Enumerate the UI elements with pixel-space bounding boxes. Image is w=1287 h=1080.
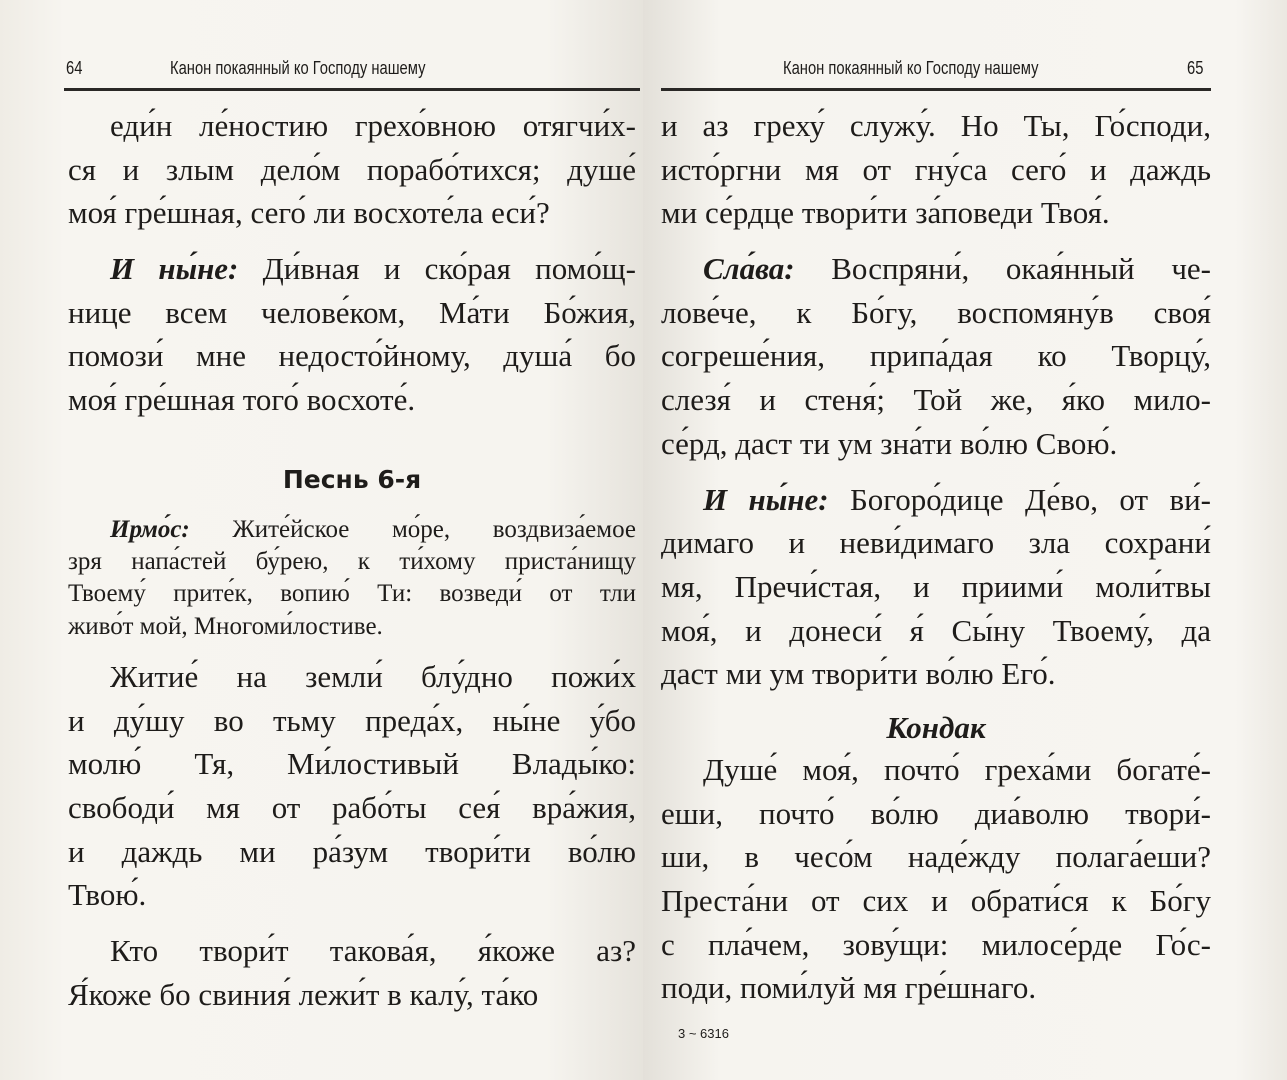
text-line: [661, 792, 1211, 836]
running-title: Канон покаянный ко Господу нашему: [783, 58, 1039, 78]
text-line: [661, 148, 1211, 192]
text-line: [68, 873, 636, 917]
text-line: [68, 148, 636, 192]
section-heading: Кондак: [886, 709, 986, 745]
text-line: [68, 611, 636, 643]
text-line: [661, 835, 1211, 879]
text-line: [661, 291, 1211, 335]
line-text: моя́, и донеси́ я́ Сы́ну Твоему́, да: [661, 612, 1211, 648]
line-text: свободи́ мя от рабо́ты сея́ вра́жия,: [68, 790, 636, 826]
line-text: димаго и неви́димаго зла сохрани́: [661, 525, 1211, 561]
line-text: еди́н ле́ностию грехо́вною отягчи́х-: [110, 108, 636, 143]
text-line: [661, 879, 1211, 923]
text-line: [661, 247, 1211, 291]
line-text: Преста́ни от сих и обрати́ся к Бо́гу: [661, 883, 1211, 918]
line-text: мя, Пречи́стая, и приими́ моли́твы: [661, 568, 1211, 604]
text-line: [661, 923, 1211, 967]
text-line: [661, 565, 1211, 609]
left-page: [0, 0, 643, 1080]
text-line: [661, 966, 1211, 1010]
line-text: поди, поми́луй мя гре́шнаго.: [661, 970, 1037, 1006]
text-line: [661, 422, 1211, 466]
line-text: Воспряни́, окая́нный че-: [831, 251, 1212, 287]
line-text: Жите́йское мо́ре, воздвиза́емое: [232, 515, 636, 543]
line-text: еши, почто́ во́лю диа́волю твори́-: [661, 795, 1211, 831]
text-line: [68, 334, 636, 378]
text-line: [661, 609, 1211, 653]
text-line: [68, 655, 636, 699]
line-text: лове́че, к Бо́гу, воспомяну́в своя́: [661, 294, 1211, 330]
line-text: и аз греху́ служу́. Но Ты, Го́споди,: [661, 108, 1211, 143]
text-line: [68, 378, 636, 422]
text-line: [661, 748, 1211, 792]
line-text: Богоро́дице Де́во, от ви́-: [850, 481, 1211, 517]
line-text: и даждь ми ра́зум твори́ти во́лю: [68, 833, 636, 869]
line-text: Твою́.: [68, 877, 147, 913]
line-text: исто́ргни мя от гну́са сего́ и даждь: [661, 151, 1211, 187]
paragraph: [68, 104, 636, 235]
right-page: [643, 0, 1287, 1080]
line-text: живо́т мой, Многоми́лостиве.: [68, 612, 383, 640]
running-title: Канон покаянный ко Господу нашему: [170, 58, 426, 78]
section-heading: Песнь 6-я: [282, 464, 422, 494]
text-line: [68, 929, 636, 973]
paragraph: [661, 247, 1211, 465]
line-text: зря напа́стей бу́рею, к ти́хому приста́нищу: [68, 548, 636, 576]
paragraph-lead: Сла́ва:: [703, 251, 795, 287]
line-text: Житие́ на земли́ блу́дно пожи́х: [110, 659, 636, 694]
line-text: ми се́рдце твори́ти за́поведи Твоя́.: [661, 195, 1110, 231]
text-line: [661, 191, 1211, 235]
line-text: Я́коже бо свиния́ лежи́т в калу́, та́ко: [68, 976, 539, 1012]
text-line: [68, 830, 636, 874]
line-text: Ди́вная и ско́рая помо́щ-: [262, 251, 636, 287]
page-number: 65: [1187, 58, 1204, 78]
text-line: [68, 742, 636, 786]
text-line: [68, 699, 636, 743]
page-body: [661, 104, 1211, 1022]
line-text: с пла́чем, зову́щи: милосе́рде Го́с-: [661, 926, 1211, 962]
text-line: [661, 334, 1211, 378]
line-text: нице всем челове́ком, Ма́ти Бо́жия,: [68, 294, 636, 330]
text-line: [68, 291, 636, 335]
text-line: [68, 191, 636, 235]
line-text: ся и злым дело́м порабо́тихся; душе́: [68, 151, 636, 187]
text-line: [661, 378, 1211, 422]
line-text: слезя́ и стеня́; Той же, я́ко мило-: [661, 382, 1211, 418]
line-text: Кто твори́т такова́я, я́коже аз?: [110, 933, 636, 969]
text-line: [68, 578, 636, 610]
paragraph: [68, 929, 636, 1016]
text-line: [68, 786, 636, 830]
text-line: [68, 247, 636, 291]
header-rule: [64, 88, 640, 91]
page-body: [68, 104, 636, 1029]
line-text: се́рд, даст ти ум зна́ти во́лю Свою́.: [661, 425, 1118, 461]
paragraph: [68, 514, 636, 643]
paragraph: [661, 748, 1211, 1010]
line-text: моя́ гре́шная, сего́ ли восхоте́ла еси́?: [68, 195, 550, 231]
line-text: молю́ Тя, Ми́лостивый Влады́ко:: [68, 746, 636, 782]
line-text: Твоему́ прите́к, вопию́ Ти: возведи́ от тли: [68, 580, 636, 608]
text-line: [68, 514, 636, 546]
paragraph: [661, 104, 1211, 235]
text-line: [68, 546, 636, 578]
text-line: [661, 478, 1211, 522]
line-text: помози́ мне недосто́йному, душа́ бо: [68, 338, 636, 374]
line-text: моя́ гре́шная того́ восхоте́.: [68, 382, 416, 418]
paragraph: [661, 478, 1211, 696]
text-line: [68, 973, 636, 1017]
text-line: [68, 104, 636, 148]
paragraph-lead: И ны́не:: [703, 481, 829, 517]
line-text: Душе́ моя́, почто́ греха́ми богате́-: [703, 751, 1211, 787]
line-text: согреше́ния, припа́дая ко Творцу́,: [661, 338, 1211, 374]
paragraph-lead: И ны́не:: [110, 251, 239, 287]
text-line: [661, 652, 1211, 696]
line-text: и ду́шу во тьму преда́х, ны́не у́бо: [68, 702, 636, 738]
paragraph: [68, 655, 636, 917]
header-rule: [661, 88, 1211, 91]
line-text: ши, в чесо́м наде́жду полага́еши?: [661, 839, 1211, 875]
paragraph: [68, 247, 636, 422]
page-number: 64: [66, 58, 83, 78]
text-line: [661, 104, 1211, 148]
line-text: даст ми ум твори́ти во́лю Его́.: [661, 656, 1056, 692]
paragraph-lead: Ирмо́с:: [110, 515, 190, 543]
signature-mark: 3 ~ 6316: [678, 1026, 729, 1041]
text-line: [661, 521, 1211, 565]
